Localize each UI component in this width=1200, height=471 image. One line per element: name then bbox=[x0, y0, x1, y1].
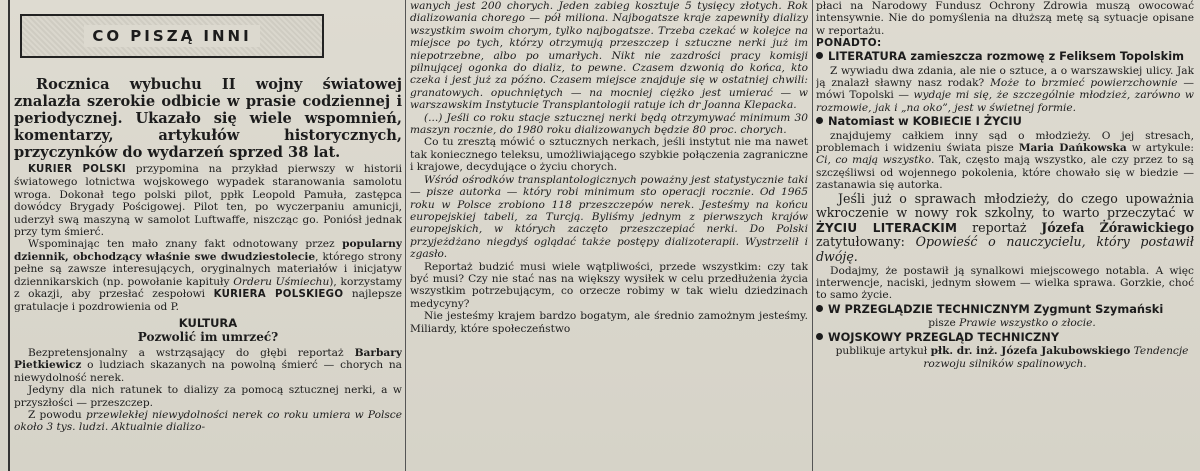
bullet-icon bbox=[816, 305, 823, 312]
header-box bbox=[20, 14, 324, 58]
bullet-przeglad-techniczny: W PRZEGLĄDZIE TECHNICZNYM Zygmunt Szymański bbox=[816, 303, 1194, 316]
column-1 bbox=[14, 0, 402, 471]
lead-paragraph: Rocznica wybuchu II wojny światowej znalazła szerokie odbicie w prasie codziennej i periodycznej. Ukazało się wiele wspomnień, komentarzy, artykułów historycznych, przyczynków do wydarzeń sprzed 38 lat. bbox=[14, 76, 402, 161]
subheading: Pozwolić im umrzeć? bbox=[137, 329, 279, 344]
paragraph-zycie-literackie: Jeśli już o sprawach młodzieży, do czego upoważnia wkroczenie w nowy rok szkolny, to warto przeczytać w ŻYCIU LITERACKIM reportaż Józefa Żórawickiego zatytułowany: Opowieść o nauczycielu, który postawił dwóję. bbox=[816, 190, 1194, 265]
bullet-wojskowy: WOJSKOWY PRZEGLĄD TECHNICZNY bbox=[816, 331, 1194, 344]
paragraph-dankowska: znajdujemy całkiem inny sąd o młodzieży. O jej stresach, problemach i widzeniu świata pisze Maria Dańkowska w artykule: Ci, co mają wszystko. Tak, często mają wszystko, ale czy przez to są szczęśliwsi od wojennego pokolenia, które chowało się w biedzie — zastanawia się autorka. bbox=[816, 129, 1194, 192]
section-heading-kultura: KULTURA bbox=[178, 315, 238, 330]
column-rule bbox=[405, 0, 406, 471]
paragraph-dialysis: Jedyny dla nich ratunek to dializy za pomocą sztucznej nerki, a w przyszłości — przeszczep. bbox=[14, 384, 402, 409]
column-rule bbox=[812, 0, 813, 471]
paragraph-kidney: Z powodu przewlekłej niewydolności nerek co roku umiera w Polsce około 3 tys. ludzi. Aktualnie dializo- bbox=[14, 408, 402, 434]
quote-paragraph-1: wanych jest 200 chorych. Jeden zabieg kosztuje 5 tysięcy złotych. Rok dializowania chorego — pół miliona. Najbogatsze kraje zapewniły dializy wszystkim swoim chorym, tylko najbogatsze. Trzeba czekać w kolejce na miejsce po tych, którzy otrzymują przeszczep i sztuczne nerki już im niepotrzebne, albo po umarłych. Nikt nie zazdrości pracy komisji pilnującej ogonka do dializ, to pewne. Czasem dzwonią do końca, kto czeka i jest już za późno. Czasem miejsce znajduje się w ostatniej chwili: granatowych. opuchniętych — na mocniej ciężko jest umierać — w warszawskim Instytucie Transplantologii ratuje ich dr Joanna Klepacka. bbox=[410, 0, 808, 112]
bullet-kobieta: Natomiast w KOBIECIE I ŻYCIU bbox=[816, 115, 1194, 128]
bullet-literatura: LITERATURA zamieszcza rozmowę z Feliksem Topolskim bbox=[816, 50, 1194, 63]
bullet-icon bbox=[816, 117, 823, 124]
paragraph-jakubowski: publikuje artykuł płk. dr. inż. Józefa Jakubowskiego Tendencje rozwoju silników spalinowych. bbox=[835, 345, 1189, 370]
paragraph-fund: płaci na Narodowy Fundusz Ochrony Zdrowia muszą owocować intensywnie. Nie do pomyślenia na dłuższą metę są sytuacje opisane w reportażu. bbox=[816, 0, 1194, 37]
left-border-rule bbox=[8, 0, 10, 471]
paragraph-anniversary: Wspominając ten mało znany fakt odnotowany przez popularny dziennik, obchodzący właśnie swe dwudziestolecie, którego strony pełne są zawsze interesujących, oryginalnych materiałów i inicjatyw dziennikarskich (np. powołanie kapituły Orderu Uśmiechu), korzystamy z okazji, aby przesłać zespołowi KURIERA POLSKIEGO najlepsze gratulacje i pozdrowienia od P. bbox=[14, 238, 402, 314]
header-title: CO PISZĄ INNI bbox=[84, 25, 259, 47]
paragraph-kurier: KURIER POLSKI przypomina na przykład pierwszy w historii światowego lotnictwa wojskowego wypadek staranowania samolotu wroga. Dokonał tego polski pilot, ppłk Leopold Pamuła, zastępca dowódcy Brygady Pościgowej. Pilot ten, po wyczerpaniu amunicji, uderzył swą maszyną w samolot Luftwaffe, niszcząc go. Poniósł jednak przy tym śmierć. bbox=[14, 163, 402, 239]
bullet-icon bbox=[816, 333, 823, 340]
column-2 bbox=[410, 0, 808, 471]
paragraph-telex: Co tu zresztą mówić o sztucznych nerkach, jeśli instytut nie ma nawet tak koniecznego teleksu, umożliwiającego szybkie połączenia zagraniczne i krajowe, decydujące o życiu chorych. bbox=[410, 136, 808, 174]
bullet-icon bbox=[816, 52, 823, 59]
paragraph-wealth: Nie jesteśmy krajem bardzo bogatym, ale średnio zamożnym jesteśmy. Miliardy, które społeczeństwo bbox=[410, 310, 808, 335]
paragraph-notable: Dodajmy, że postawił ją synalkowi miejscowego notabla. A więc interwencje, naciski, jednym słowem — wielka sprawa. Gorzkie, choć to samo życie. bbox=[816, 264, 1194, 302]
quote-paragraph-3: Wśród ośrodków transplantologicznych poważny jest statystycznie taki — pisze autorka — który robi minimum sto operacji rocznie. Od 1965 roku w Polsce zrobiono 118 przeszczepów nerek. Jesteśmy na końcu europejskiej tabeli, za Turcją. Byliśmy jednym z pierwszych krajów europejskich, w których zaczęto przeszczepiać nerki. Do Polski przyjeżdżano niegdyś oglądać także postępy dializoterapii. Wystrzelił i zgasło. bbox=[410, 173, 808, 261]
paragraph-zloto: pisze Prawie wszystko o złocie. bbox=[928, 317, 1096, 330]
paragraph-report: Bezpretensjonalny a wstrząsający do głębi reportaż Barbary Pietkiewicz o ludziach skazanych na powolną śmierć — chorych na niewydolność nerek. bbox=[14, 346, 402, 384]
ponadto-label: PONADTO: bbox=[816, 37, 882, 50]
quote-paragraph-2: (...) Jeśli co roku stacje sztucznej nerki będą otrzymywać minimum 30 maszyn rocznie, do 1980 roku dializowanych będzie 80 proc. chorych. bbox=[410, 111, 808, 137]
paragraph-doubts: Reportaż budzić musi wiele wątpliwości, przede wszystkim: czy tak być musi? Czy nie stać nas na większy wysiłek w celu przedłużenia życia wszystkim potrzebującym, co orzecze robimy w tak wielu dziedzinach medycyny? bbox=[410, 260, 808, 310]
paragraph-topolski: Z wywiadu dwa zdania, ale nie o sztuce, a o warszawskiej ulicy. Jak ją znalazł sławny nasz rodak? Może to brzmieć powierzchownie — mówi Topolski — wydaje mi się, że szczególnie młodzież, zarówno w rozmowie, jak i „na oko”, jest w świetnej formie. bbox=[816, 64, 1194, 114]
column-3 bbox=[816, 0, 1194, 471]
